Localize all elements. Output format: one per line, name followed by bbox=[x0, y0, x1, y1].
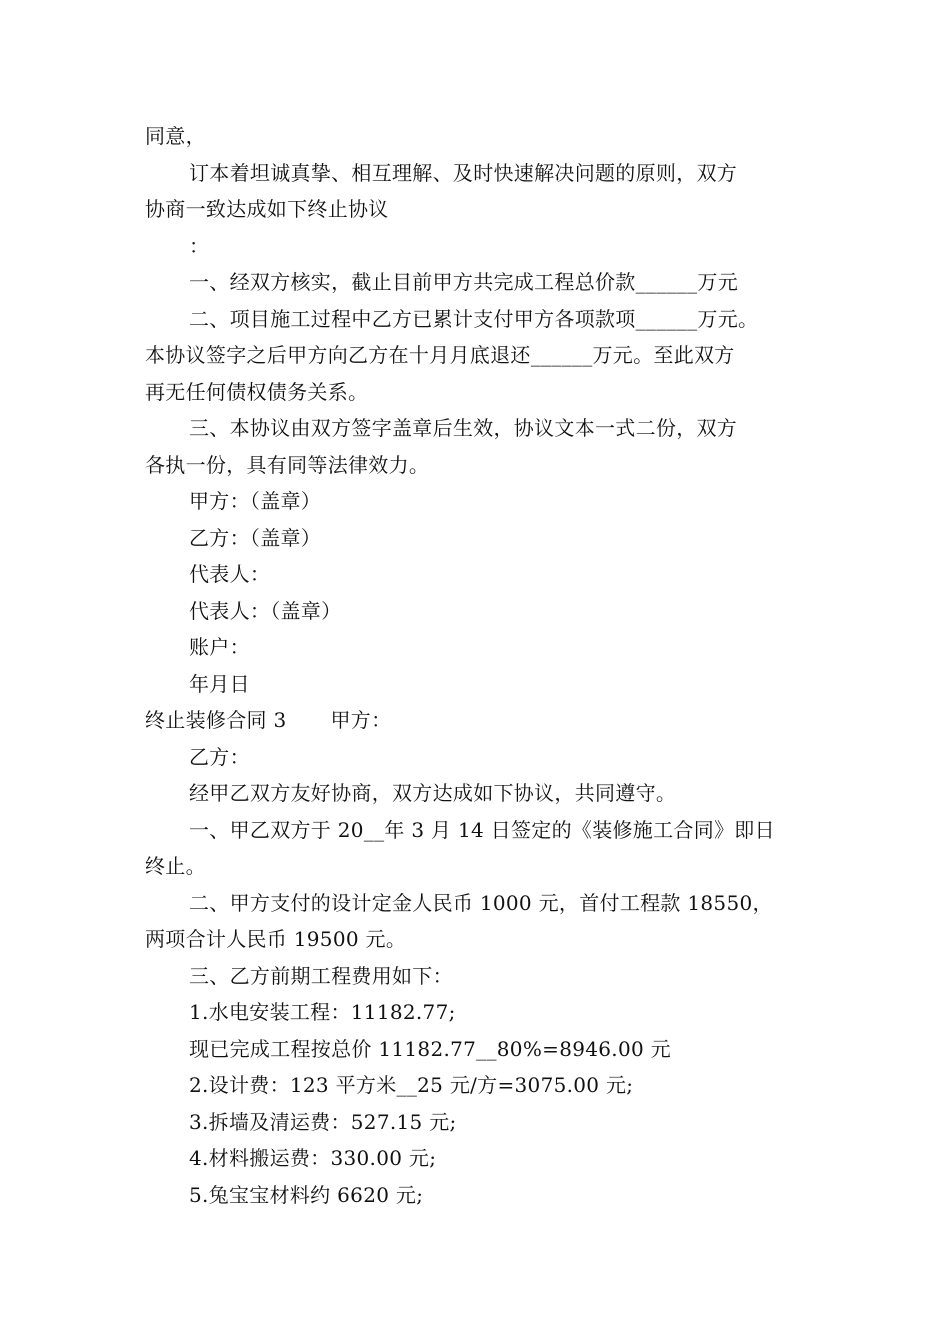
text-line: 同意， bbox=[145, 124, 206, 148]
party-a-label: 甲方： bbox=[330, 708, 392, 732]
text-line: 协商一致达成如下终止协议 bbox=[145, 197, 389, 221]
text-line: 各执一份，具有同等法律效力。 bbox=[145, 452, 430, 477]
text-line: 年月日 bbox=[189, 671, 250, 696]
text-line: 再无任何债权债务关系。 bbox=[145, 379, 369, 404]
text-line: 二、项目施工过程中乙方已累计支付甲方各项款项______万元。 bbox=[189, 306, 759, 331]
text-line: 3.拆墙及清运费：527.15 元; bbox=[189, 1109, 457, 1134]
text-line: 一、经双方核实，截止目前甲方共完成工程总价款______万元 bbox=[189, 270, 738, 294]
section-title: 终止装修合同 3 bbox=[145, 708, 287, 732]
text-line: 两项合计人民币 19500 元。 bbox=[145, 927, 407, 951]
text-line: 1.水电安装工程：11182.77; bbox=[189, 1000, 456, 1024]
text-line: 乙方： bbox=[189, 744, 250, 769]
text-line: 代表人： bbox=[189, 562, 271, 586]
document-page bbox=[145, 118, 810, 1213]
text-line: 经甲乙双方友好协商，双方达成如下协议，共同遵守。 bbox=[189, 781, 677, 805]
text-line: ： bbox=[189, 233, 210, 258]
text-line: 三、乙方前期工程费用如下： bbox=[189, 963, 453, 988]
text-line: 代表人：（盖章） bbox=[189, 598, 342, 623]
text-line: 二、甲方支付的设计定金人民币 1000 元，首付工程款 18550， bbox=[189, 890, 773, 915]
text-line: 本协议签字之后甲方向乙方在十月月底退还______万元。至此双方 bbox=[145, 343, 735, 367]
text-line: 账户： bbox=[189, 635, 250, 659]
text-line: 终止。 bbox=[145, 854, 206, 878]
section-heading-row bbox=[145, 702, 810, 739]
text-line: 5.兔宝宝材料约 6620 元; bbox=[189, 1182, 424, 1207]
agreement-text-block bbox=[145, 118, 810, 702]
text-line: 现已完成工程按总价 11182.77__80%=8946.00 元 bbox=[189, 1036, 671, 1061]
contract-text-block bbox=[145, 739, 810, 1214]
text-line: 三、本协议由双方签字盖章后生效，协议文本一式二份，双方 bbox=[189, 416, 738, 440]
text-line: 乙方：（盖章） bbox=[189, 525, 322, 550]
text-line: 4.材料搬运费：330.00 元; bbox=[189, 1146, 437, 1170]
text-line: 订本着坦诚真挚、相互理解、及时快速解决问题的原则，双方 bbox=[189, 160, 738, 185]
text-line: 甲方：（盖章） bbox=[189, 489, 322, 513]
text-line: 一、甲乙双方于 20__年 3 月 14 日签定的《装修施工合同》即日 bbox=[189, 817, 775, 842]
text-line: 2.设计费：123 平方米__25 元/方=3075.00 元; bbox=[189, 1073, 634, 1097]
